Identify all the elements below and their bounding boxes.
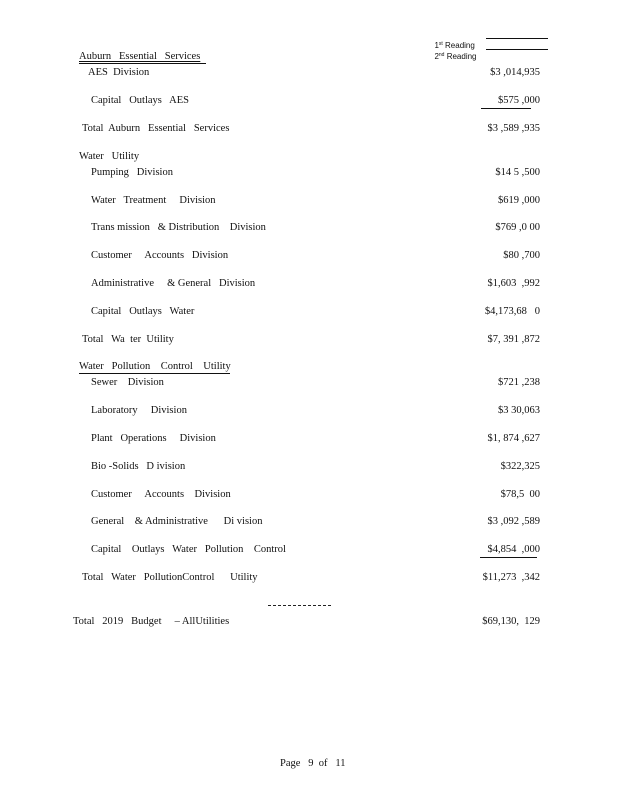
first-reading-blank <box>486 38 548 39</box>
aes-row-amount: $575 ,000 <box>498 95 540 106</box>
section-heading-water: Water Utility <box>79 151 140 162</box>
aes-row-label: AES Division <box>88 67 150 78</box>
page-number: Page 9 of 11 <box>280 758 346 769</box>
wpc-total-label: Total Water PollutionControl Utility <box>82 572 258 583</box>
wpc-row-label: Plant Operations Division <box>91 433 216 444</box>
section-heading-wpc: Water Pollution Control Utility <box>79 361 231 372</box>
wpc-heading-underline <box>79 373 230 374</box>
water-row-label: Water Treatment Division <box>91 195 216 206</box>
water-row-label: Trans mission & Distribution Division <box>91 222 266 233</box>
grand-total-label: Total 2019 Budget – AllUtilities <box>73 616 230 627</box>
wpc-row-amount: $3 ,092 ,589 <box>487 516 540 527</box>
wpc-row-label: Laboratory Division <box>91 405 187 416</box>
water-row-label: Customer Accounts Division <box>91 250 229 261</box>
water-row-label: Pumping Division <box>91 167 173 178</box>
aes-subtotal-rule <box>481 108 531 109</box>
wpc-row-label: Customer Accounts Division <box>91 489 231 500</box>
water-row-label: Capital Outlays Water <box>91 306 195 317</box>
wpc-row-amount: $4,854 ,000 <box>487 544 540 555</box>
wpc-row-label: Sewer Division <box>91 377 164 388</box>
wpc-row-amount: $721 ,238 <box>498 377 540 388</box>
wpc-row-amount: $1, 874 ,627 <box>487 433 540 444</box>
water-row-amount: $4,173,68 0 <box>484 306 540 317</box>
wpc-row-label: Capital Outlays Water Pollution Control <box>91 544 286 555</box>
wpc-total-amount: $11,273 ,342 <box>482 572 540 583</box>
water-row-amount: $80 ,700 <box>503 250 540 261</box>
second-reading-label: 2nd Reading <box>434 52 477 61</box>
section-heading-aes: Auburn Essential Services <box>79 51 201 62</box>
aes-total-amount: $3 ,589 ,935 <box>487 123 540 134</box>
water-row-amount: $619 ,000 <box>498 195 540 206</box>
wpc-row-label: Bio -Solids D ivision <box>91 461 186 472</box>
wpc-subtotal-rule <box>480 557 537 558</box>
aes-row-amount: $3 ,014,935 <box>490 67 540 78</box>
aes-heading-underline <box>79 63 206 64</box>
wpc-row-amount: $322,325 <box>500 461 540 472</box>
wpc-row-amount: $78,5 00 <box>500 489 540 500</box>
aes-total-label: Total Auburn Essential Services <box>82 123 230 134</box>
water-row-label: Administrative & General Division <box>91 278 256 289</box>
water-row-amount: $14 5 ,500 <box>495 167 540 178</box>
wpc-row-label: General & Administrative Di vision <box>91 516 263 527</box>
wpc-row-amount: $3 30,063 <box>498 405 540 416</box>
water-row-amount: $1,603 ,992 <box>487 278 540 289</box>
water-total-amount: $7, 391 ,872 <box>487 334 540 345</box>
aes-row-label: Capital Outlays AES <box>91 95 189 106</box>
water-row-amount: $769 ,0 00 <box>495 222 540 233</box>
second-reading-blank <box>486 49 548 50</box>
grand-total-amount: $69,130, 129 <box>482 616 540 627</box>
separator-rule <box>268 605 331 606</box>
water-total-label: Total Wa ter Utility <box>82 334 174 345</box>
first-reading-label: 1st Reading <box>434 41 475 50</box>
